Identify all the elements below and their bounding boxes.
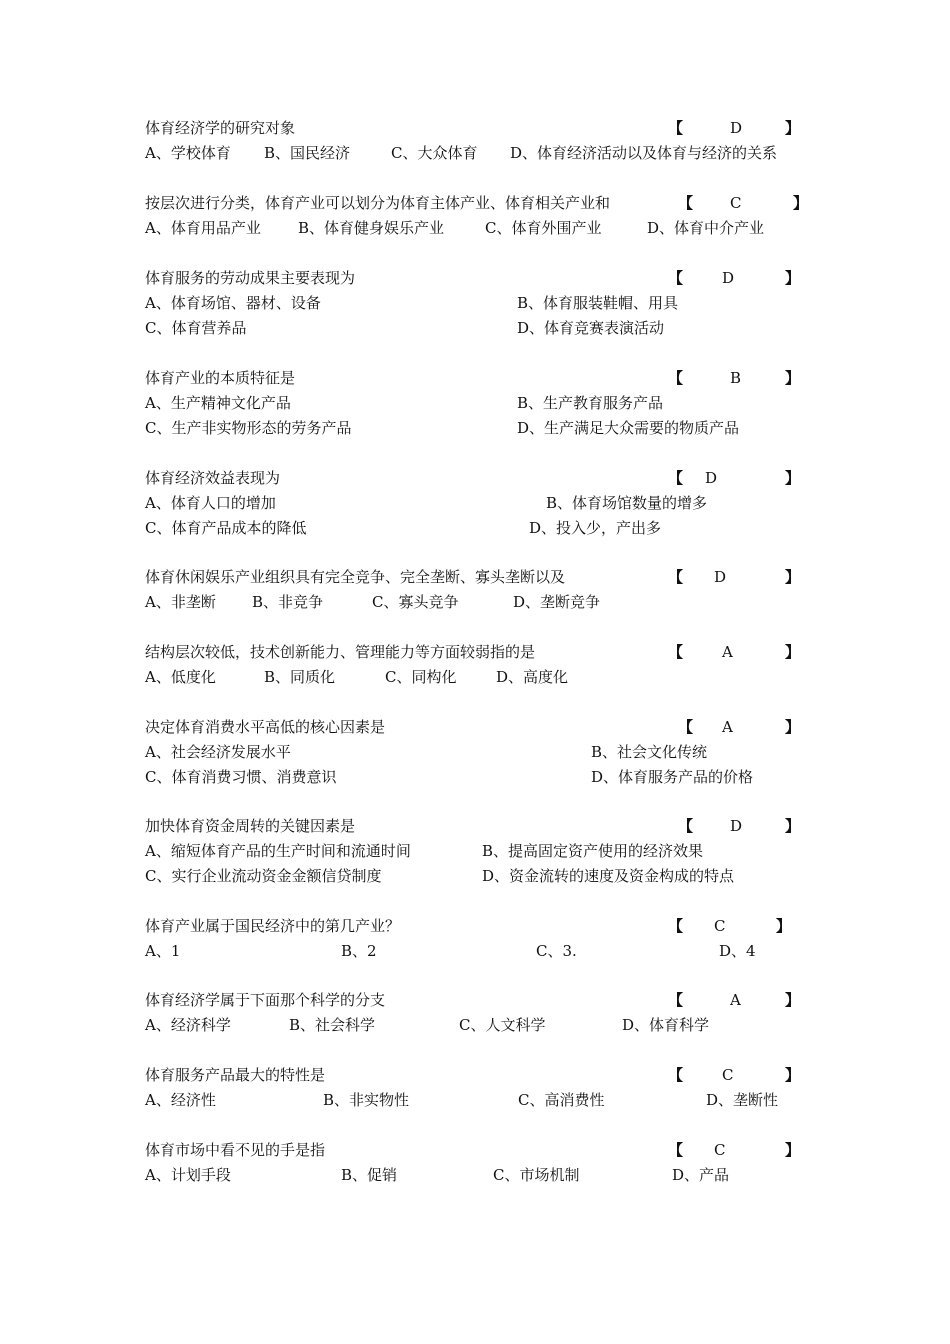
option-d: D、体育科学: [622, 1016, 710, 1034]
bracket-open: 【: [678, 817, 694, 835]
question-stem: 体育服务产品最大的特性是: [145, 1066, 326, 1084]
bracket-close: 】: [785, 1066, 801, 1084]
question-6: [145, 566, 825, 616]
question-stem: 体育服务的劳动成果主要表现为: [145, 269, 356, 287]
option-a: A、体育人口的增加: [145, 494, 276, 512]
answer: D: [722, 269, 735, 287]
question-stem: 按层次进行分类，体育产业可以划分为体育主体产业、体育相关产业和: [145, 194, 611, 212]
option-b: B、提高固定资产使用的经济效果: [482, 842, 704, 860]
option-b: B、社会科学: [289, 1016, 376, 1034]
option-b: B、体育服装鞋帽、用具: [517, 294, 679, 312]
option-b: B、国民经济: [264, 144, 351, 162]
bracket-close: 】: [785, 269, 801, 287]
option-a: A、体育用品产业: [145, 219, 261, 237]
bracket-open: 【: [678, 194, 694, 212]
bracket-close: 】: [785, 568, 801, 586]
question-5: [145, 467, 825, 537]
question-stem: 体育经济效益表现为: [145, 469, 281, 487]
option-a: A、经济性: [145, 1091, 216, 1109]
answer: C: [714, 917, 726, 935]
question-stem: 体育产业属于国民经济中的第几产业？: [145, 917, 401, 935]
option-d: D、体育竞赛表演活动: [517, 319, 665, 337]
option-d: D、生产满足大众需要的物质产品: [517, 419, 740, 437]
question-stem: 体育产业的本质特征是: [145, 369, 296, 387]
option-b: B、非竞争: [252, 593, 324, 611]
option-a: A、生产精神文化产品: [145, 394, 291, 412]
bracket-close: 】: [785, 119, 801, 137]
option-a: A、经济科学: [145, 1016, 231, 1034]
bracket-close: 】: [785, 718, 801, 736]
bracket-open: 【: [668, 269, 684, 287]
option-b: B、2: [341, 942, 377, 960]
question-stem: 决定体育消费水平高低的核心因素是: [145, 718, 386, 736]
option-c: C、体育营养品: [145, 319, 247, 337]
bracket-close: 】: [776, 917, 792, 935]
answer: C: [730, 194, 742, 212]
option-c: C、同构化: [385, 668, 457, 686]
question-stem: 加快体育资金周转的关键因素是: [145, 817, 356, 835]
question-7: [145, 641, 825, 691]
option-c: C、3.: [536, 942, 577, 960]
option-b: B、体育健身娱乐产业: [298, 219, 445, 237]
option-d: D、体育服务产品的价格: [591, 768, 754, 786]
bracket-close: 】: [785, 991, 801, 1009]
option-b: B、生产教育服务产品: [517, 394, 664, 412]
option-d: D、资金流转的速度及资金构成的特点: [482, 867, 735, 885]
option-c: C、体育产品成本的降低: [145, 519, 307, 537]
answer: A: [730, 991, 741, 1009]
bracket-close: 】: [785, 817, 801, 835]
option-a: A、1: [145, 942, 181, 960]
option-b: B、同质化: [264, 668, 336, 686]
question-10: [145, 915, 825, 965]
question-4: [145, 367, 825, 437]
question-stem: 体育市场中看不见的手是指: [145, 1141, 326, 1159]
bracket-open: 【: [668, 917, 684, 935]
option-b: B、非实物性: [323, 1091, 410, 1109]
question-11: [145, 989, 825, 1039]
option-d: D、投入少，产出多: [529, 519, 662, 537]
option-c: C、体育外围产业: [485, 219, 602, 237]
bracket-close: 】: [785, 469, 801, 487]
bracket-open: 【: [668, 119, 684, 137]
bracket-open: 【: [668, 1066, 684, 1084]
question-3: [145, 267, 825, 337]
option-d: D、高度化: [496, 668, 569, 686]
option-a: A、缩短体育产品的生产时间和流通时间: [145, 842, 411, 860]
option-b: B、体育场馆数量的增多: [546, 494, 708, 512]
bracket-close: 】: [785, 369, 801, 387]
option-c: C、实行企业流动资金金额信贷制度: [145, 867, 382, 885]
option-a: A、学校体育: [145, 144, 231, 162]
answer: C: [714, 1141, 726, 1159]
option-c: C、体育消费习惯、消费意识: [145, 768, 337, 786]
option-d: D、垄断竞争: [513, 593, 601, 611]
option-c: C、人文科学: [459, 1016, 546, 1034]
bracket-open: 【: [668, 1141, 684, 1159]
question-8: [145, 716, 825, 786]
bracket-open: 【: [668, 643, 684, 661]
option-c: C、寡头竞争: [372, 593, 459, 611]
question-1: [145, 117, 825, 167]
answer: A: [722, 643, 733, 661]
bracket-open: 【: [668, 991, 684, 1009]
answer: D: [730, 119, 743, 137]
question-stem: 体育休闲娱乐产业组织具有完全竞争、完全垄断、寡头垄断以及: [145, 568, 566, 586]
option-b: B、社会文化传统: [591, 743, 708, 761]
answer: C: [722, 1066, 734, 1084]
question-9: [145, 815, 825, 885]
answer: A: [722, 718, 733, 736]
bracket-open: 【: [678, 718, 694, 736]
option-d: D、体育经济活动以及体育与经济的关系: [510, 144, 778, 162]
bracket-open: 【: [668, 568, 684, 586]
answer: D: [705, 469, 718, 487]
question-stem: 结构层次较低，技术创新能力、管理能力等方面较弱指的是: [145, 643, 536, 661]
option-a: A、社会经济发展水平: [145, 743, 291, 761]
bracket-open: 【: [668, 469, 684, 487]
option-d: D、垄断性: [706, 1091, 779, 1109]
option-c: C、高消费性: [518, 1091, 605, 1109]
answer: D: [730, 817, 743, 835]
bracket-close: 】: [785, 643, 801, 661]
option-a: A、体育场馆、器材、设备: [145, 294, 321, 312]
option-c: C、大众体育: [391, 144, 478, 162]
answer: B: [730, 369, 742, 387]
question-stem: 体育经济学的研究对象: [145, 119, 296, 137]
bracket-close: 】: [785, 1141, 801, 1159]
answer: D: [714, 568, 727, 586]
option-d: D、4: [719, 942, 756, 960]
question-2: [145, 192, 825, 242]
question-stem: 体育经济学属于下面那个科学的分支: [145, 991, 386, 1009]
option-a: A、非垄断: [145, 593, 216, 611]
option-a: A、计划手段: [145, 1166, 231, 1184]
option-c: C、生产非实物形态的劳务产品: [145, 419, 352, 437]
option-c: C、市场机制: [493, 1166, 580, 1184]
option-d: D、产品: [672, 1166, 730, 1184]
question-13: [145, 1139, 825, 1189]
bracket-open: 【: [668, 369, 684, 387]
option-a: A、低度化: [145, 668, 216, 686]
option-d: D、体育中介产业: [647, 219, 765, 237]
option-b: B、促销: [341, 1166, 398, 1184]
bracket-close: 】: [793, 194, 809, 212]
question-12: [145, 1064, 825, 1114]
